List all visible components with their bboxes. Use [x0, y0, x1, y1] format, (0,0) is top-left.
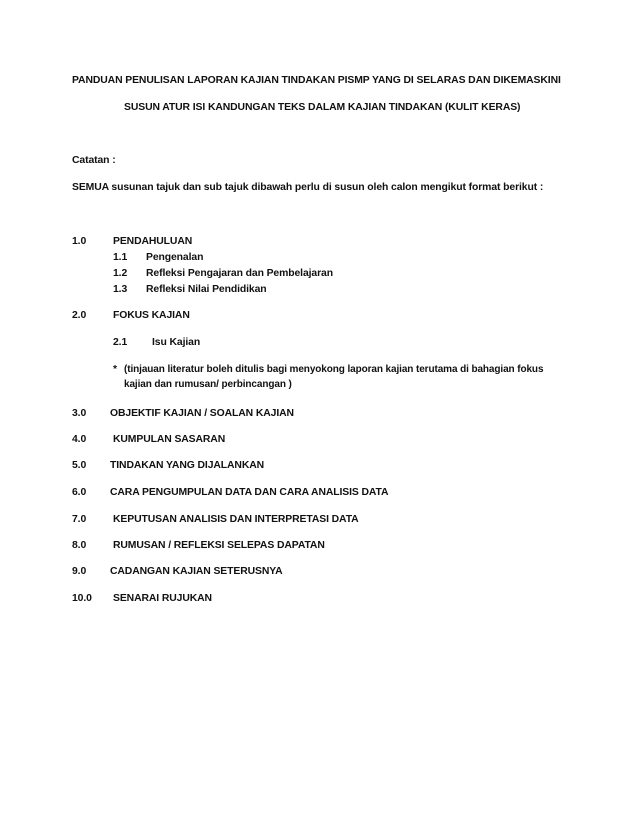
- section-title: RUMUSAN / REFLEKSI SELEPAS DAPATAN: [113, 540, 325, 551]
- section-title: SENARAI RUJUKAN: [113, 593, 212, 604]
- section-title: TINDAKAN YANG DIJALANKAN: [110, 460, 265, 471]
- section-number: 1.0: [72, 236, 87, 247]
- section-number: 10.0: [72, 593, 92, 604]
- section-number: 5.0: [72, 460, 87, 471]
- section-number: 8.0: [72, 540, 87, 551]
- subsection-number: 2.1: [113, 337, 128, 348]
- section-title: KUMPULAN SASARAN: [113, 434, 226, 445]
- section-title: CARA PENGUMPULAN DATA DAN CARA ANALISIS DATA: [110, 487, 389, 498]
- footnote-marker: *: [113, 364, 117, 375]
- footnote-text: kajian dan rumusan/ perbincangan ): [124, 379, 292, 390]
- note-text: SEMUA susunan tajuk dan sub tajuk dibawah perlu di susun oleh calon mengikut format berikut :: [72, 182, 544, 193]
- document-subtitle: SUSUN ATUR ISI KANDUNGAN TEKS DALAM KAJIAN TINDAKAN (KULIT KERAS): [124, 102, 521, 113]
- note-label: Catatan :: [72, 155, 116, 166]
- section-title: FOKUS KAJIAN: [113, 310, 190, 321]
- footnote-text: (tinjauan literatur boleh ditulis bagi menyokong laporan kajian terutama di bahagian fokus: [124, 364, 544, 375]
- section-title: KEPUTUSAN ANALISIS DAN INTERPRETASI DATA: [113, 514, 359, 525]
- subsection-number: 1.1: [113, 252, 128, 263]
- document-title: PANDUAN PENULISAN LAPORAN KAJIAN TINDAKAN PISMP YANG DI SELARAS DAN DIKEMASKINI: [72, 75, 561, 86]
- section-number: 7.0: [72, 514, 87, 525]
- subsection-number: 1.2: [113, 268, 128, 279]
- subsection-title: Refleksi Nilai Pendidikan: [146, 284, 267, 295]
- subsection-number: 1.3: [113, 284, 128, 295]
- section-number: 3.0: [72, 408, 87, 419]
- section-number: 2.0: [72, 310, 87, 321]
- subsection-title: Isu Kajian: [152, 337, 201, 348]
- section-title: CADANGAN KAJIAN SETERUSNYA: [110, 566, 283, 577]
- subsection-title: Pengenalan: [146, 252, 204, 263]
- subsection-title: Refleksi Pengajaran dan Pembelajaran: [146, 268, 333, 279]
- section-title: PENDAHULUAN: [113, 236, 193, 247]
- section-number: 6.0: [72, 487, 87, 498]
- section-title: OBJEKTIF KAJIAN / SOALAN KAJIAN: [110, 408, 294, 419]
- section-number: 9.0: [72, 566, 87, 577]
- section-number: 4.0: [72, 434, 87, 445]
